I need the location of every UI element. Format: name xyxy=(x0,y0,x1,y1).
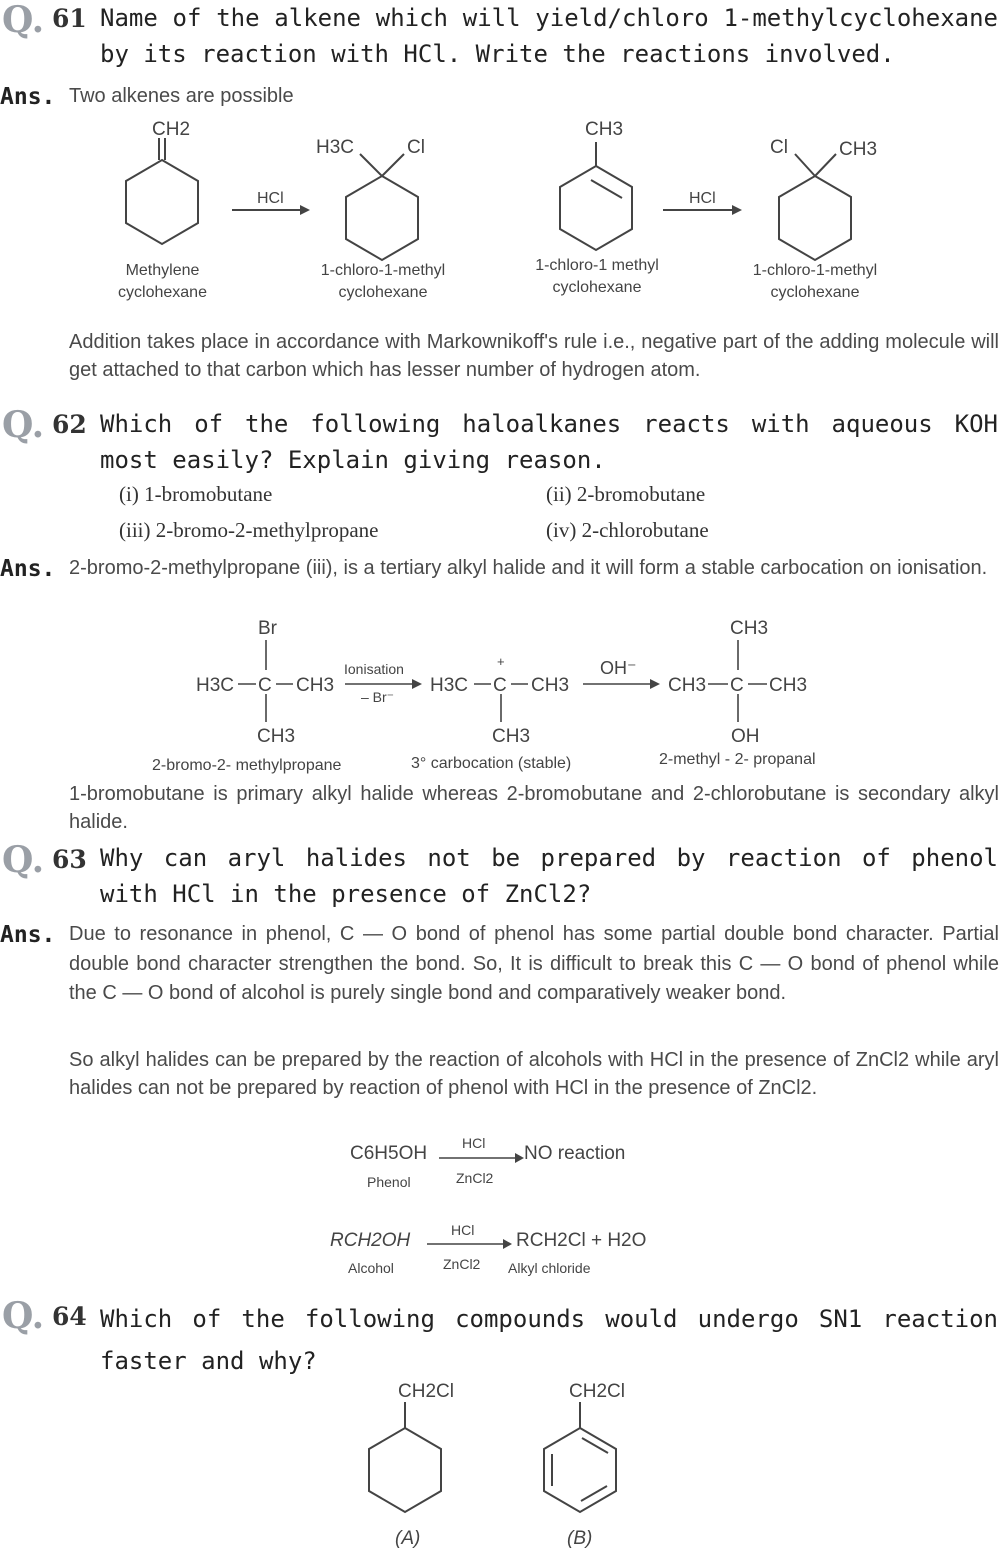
q64-structures xyxy=(0,1370,999,1550)
label-product-1: 1-chloro-1-methyl cyclohexane xyxy=(320,262,446,301)
alcohol-label: Alcohol xyxy=(348,1260,394,1276)
question-number-61: 61 xyxy=(52,4,87,33)
hcl-reagent-2: HCl xyxy=(689,190,716,207)
eq2-reagent-above: HCl xyxy=(451,1222,475,1238)
label-product-alcohol: 2-methyl - 2- propanal xyxy=(659,751,816,768)
minus-br-label: – Br⁻ xyxy=(361,689,395,705)
eq1-arrow xyxy=(437,1152,525,1164)
answer-text-62: 2-bromo-2-methylpropane (iii), is a tertiary alkyl halide and it will form a stable carbocation on ionisation. xyxy=(69,557,988,579)
question-mark-63: Q. xyxy=(2,839,45,881)
question-number-64: 64 xyxy=(52,1302,87,1331)
question-mark-62: Q. xyxy=(2,404,45,446)
label-methylene-cyclohexane: Methylene cyclohexane xyxy=(118,262,207,301)
eq2-reagent-below: ZnCl2 xyxy=(443,1256,481,1272)
oh-group: OH xyxy=(731,726,760,747)
alcohol-formula: RCH2OH xyxy=(330,1230,411,1251)
hcl-reagent-1: HCl xyxy=(257,190,284,207)
h3c-m1: H3C xyxy=(196,675,235,696)
question-number-63: 63 xyxy=(52,845,87,874)
h3c-m2: H3C xyxy=(430,675,469,696)
question-text-64: Which of the following compounds would undergo SN1 reaction faster and why? xyxy=(100,1305,998,1375)
cl-group-2: Cl xyxy=(770,137,788,158)
question-mark-61: Q. xyxy=(2,0,45,41)
ionisation-label: Ionisation xyxy=(344,661,404,677)
eq2-products: RCH2Cl + H2O xyxy=(516,1230,647,1251)
label-a: (A) xyxy=(395,1528,421,1549)
ch2cl-a: CH2Cl xyxy=(398,1381,454,1402)
option-iii: (iii) 2-bromo-2-methylpropane xyxy=(119,518,379,542)
ch3-m3-right: CH3 xyxy=(769,675,808,696)
oh-minus-label: OH⁻ xyxy=(600,658,637,678)
question-text-62: Which of the following haloalkanes reacts with aqueous KOH most easily? Explain giving reason. xyxy=(100,410,998,474)
ch3-m1-right: CH3 xyxy=(296,675,335,696)
answer-label-61: Ans. xyxy=(0,84,56,110)
label-b: (B) xyxy=(567,1528,593,1549)
h3c-group-1: H3C xyxy=(316,137,355,158)
ch3-m2-right: CH3 xyxy=(531,675,570,696)
label-methylcyclohexene: 1-chloro-1 methyl cyclohexane xyxy=(535,257,659,296)
answer-label-62: Ans. xyxy=(0,556,56,582)
option-ii: (ii) 2-bromobutane xyxy=(546,482,706,506)
label-2-bromo-2-methylpropane: 2-bromo-2- methylpropane xyxy=(152,757,342,774)
question-number-62: 62 xyxy=(52,410,87,439)
label-product-2: 1-chloro-1-methyl cyclohexane xyxy=(752,262,878,301)
question-text-63: Why can aryl halides not be prepared by reaction of phenol with HCl in the presence of ZnCl2? xyxy=(100,844,998,908)
ch3-group-1: CH3 xyxy=(585,119,624,140)
ch2cl-b: CH2Cl xyxy=(569,1381,625,1402)
c-m3: C xyxy=(730,675,744,696)
ch3-m2-bottom: CH3 xyxy=(492,726,531,747)
phenol-label: Phenol xyxy=(367,1174,411,1190)
c-m2: C xyxy=(493,675,507,696)
q62-ionisation-scheme xyxy=(0,610,999,780)
ch3-m3-left: CH3 xyxy=(668,675,707,696)
option-i: (i) 1-bromobutane xyxy=(119,482,273,506)
label-carbocation: 3° carbocation (stable) xyxy=(411,755,572,772)
ch3-group-2: CH3 xyxy=(839,139,878,160)
option-iv: (iv) 2-chlorobutane xyxy=(546,518,709,542)
eq1-reagent-below: ZnCl2 xyxy=(456,1170,494,1186)
carbocation-charge: + xyxy=(497,654,505,669)
answer-para-1-63: Due to resonance in phenol, C — O bond of phenol has some partial double bond character. Partial double bond character strengthen the bond. So, It is difficult to break this C — O bond of phenol while the C — O bond of alcohol is purely single bond and comparatively weaker bond. xyxy=(69,923,999,1004)
ch2-group-1: CH2 xyxy=(152,119,191,140)
answer-label-63: Ans. xyxy=(0,922,56,948)
answer-intro-61: Two alkenes are possible xyxy=(69,85,294,107)
ch3-m3-top: CH3 xyxy=(730,618,769,639)
question-mark-64: Q. xyxy=(2,1295,45,1337)
eq2-arrow xyxy=(425,1238,513,1250)
phenol-formula: C6H5OH xyxy=(350,1143,428,1164)
ch3-m1-bottom: CH3 xyxy=(257,726,296,747)
cl-group-1: Cl xyxy=(407,137,425,158)
question-text-61: Name of the alkene which will yield/chloro 1-methylcyclohexane by its reaction with HCl. Write the reactions involved. xyxy=(100,4,998,68)
eq1-product: NO reaction xyxy=(524,1143,626,1164)
answer-note-62: 1-bromobutane is primary alkyl halide whereas 2-bromobutane and 2-chlorobutane is secondary alkyl halide. xyxy=(69,783,999,833)
answer-para-2-63: So alkyl halides can be prepared by the reaction of alcohols with HCl in the presence of ZnCl2 while aryl halides can not be prepared by reaction of phenol with HCl in the presence of ZnCl2. xyxy=(69,1049,999,1099)
c-m1: C xyxy=(258,675,272,696)
alkyl-chloride-label: Alkyl chloride xyxy=(508,1260,591,1276)
markownikoff-note: Addition takes place in accordance with Markownikoff's rule i.e., negative part of the adding molecule will get attached to that carbon which has lesser number of hydrogen atom. xyxy=(69,331,999,381)
br-atom: Br xyxy=(258,618,277,639)
eq1-reagent-above: HCl xyxy=(462,1135,486,1151)
